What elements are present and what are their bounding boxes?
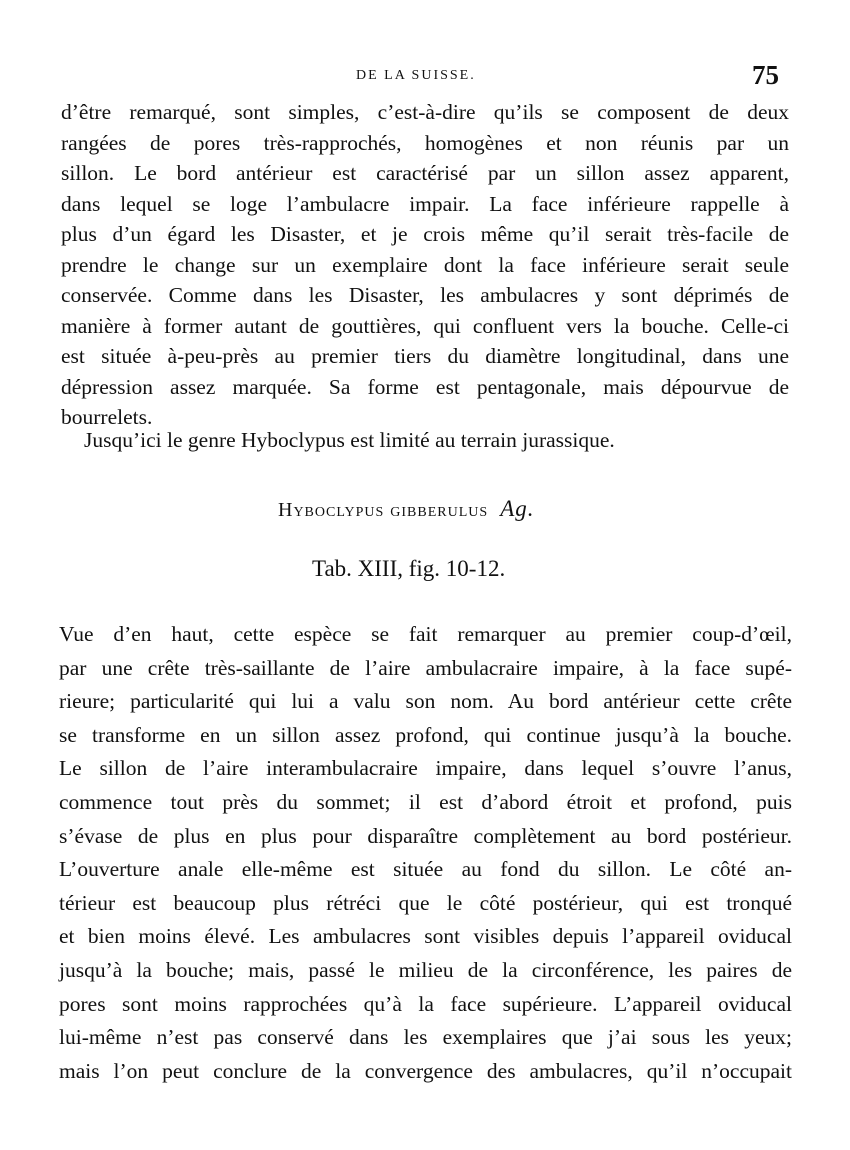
running-header: [0, 60, 850, 92]
plate-reference: Tab. XIII, fig. 10-12.: [312, 556, 506, 581]
paragraph-genre-description: [61, 97, 789, 433]
text-line: sillon. Le bord antérieur est caractérisé par un sillon assez apparent,: [61, 161, 789, 185]
page-number: 75: [752, 60, 779, 90]
text-line: mais l’on peut conclure de la convergence des ambulacres, qu’il n’occupait: [59, 1058, 792, 1083]
text-line: térieur est beaucoup plus rétréci que le côté postérieur, qui est tronqué: [59, 890, 792, 915]
species-heading: [278, 496, 535, 522]
species-author: Ag.: [500, 496, 535, 521]
text-line: pores sont moins rapprochées qu’à la face supérieure. L’appareil oviducal: [59, 991, 792, 1016]
text-line: se transforme en un sillon assez profond, qui continue jusqu’à la bouche.: [59, 722, 792, 747]
text-line: jusqu’à la bouche; mais, passé le milieu de la circonférence, les paires de: [59, 957, 792, 982]
text-line: plus d’un égard les Disaster, et je crois même qu’il serait très-facile de: [61, 222, 789, 246]
species-name: Hyboclypus gibberulus: [278, 499, 489, 521]
text-line: manière à former autant de gouttières, qui confluent vers la bouche. Celle-ci: [61, 313, 789, 338]
text-line: d’être remarqué, sont simples, c’est-à-dire qu’ils se composent de deux: [61, 100, 789, 124]
running-title: DE LA SUISSE.: [356, 68, 476, 83]
text-line: dépression assez marquée. Sa forme est pentagonale, mais dépourvue de: [61, 374, 789, 399]
text-line: Le sillon de l’aire interambulacraire impaire, dans lequel s’ouvre l’anus,: [59, 756, 792, 781]
text-line: rangées de pores très-rapprochés, homogènes et non réunis par un: [61, 130, 789, 155]
text-line: L’ouverture anale elle-même est située au fond du sillon. Le côté an-: [59, 857, 792, 882]
text-line: est située à-peu-près au premier tiers du diamètre longitudinal, dans une: [61, 344, 789, 368]
paragraph-species-description: [59, 618, 792, 1088]
text-line: lui-même n’est pas conservé dans les exemplaires que j’ai sous les yeux;: [59, 1025, 792, 1050]
text-line: rieure; particularité qui lui a valu son nom. Au bord antérieur cette crête: [59, 689, 792, 714]
text-line: et bien moins élevé. Les ambulacres sont visibles depuis l’appareil oviducal: [59, 924, 792, 949]
text-line: commence tout près du sommet; il est d’abord étroit et profond, puis: [59, 789, 792, 814]
text-line: s’évase de plus en plus pour disparaître complètement au bord postérieur.: [59, 823, 792, 848]
text-line: prendre le change sur un exemplaire dont la face inférieure serait seule: [61, 252, 789, 277]
text-line: conservée. Comme dans les Disaster, les ambulacres y sont déprimés de: [61, 283, 789, 307]
text-line: Jusqu’ici le genre Hyboclypus est limité au terrain jurassique.: [84, 428, 615, 452]
text-line: dans lequel se loge l’ambulacre impair. La face inférieure rappelle à: [61, 191, 789, 216]
paragraph-genre-range: [84, 425, 724, 455]
text-line: Vue d’en haut, cette espèce se fait remarquer au premier coup-d’œil,: [59, 622, 792, 646]
text-line: par une crête très-saillante de l’aire ambulacraire impaire, à la face supé-: [59, 655, 792, 680]
text-line: bourrelets.: [61, 405, 153, 429]
